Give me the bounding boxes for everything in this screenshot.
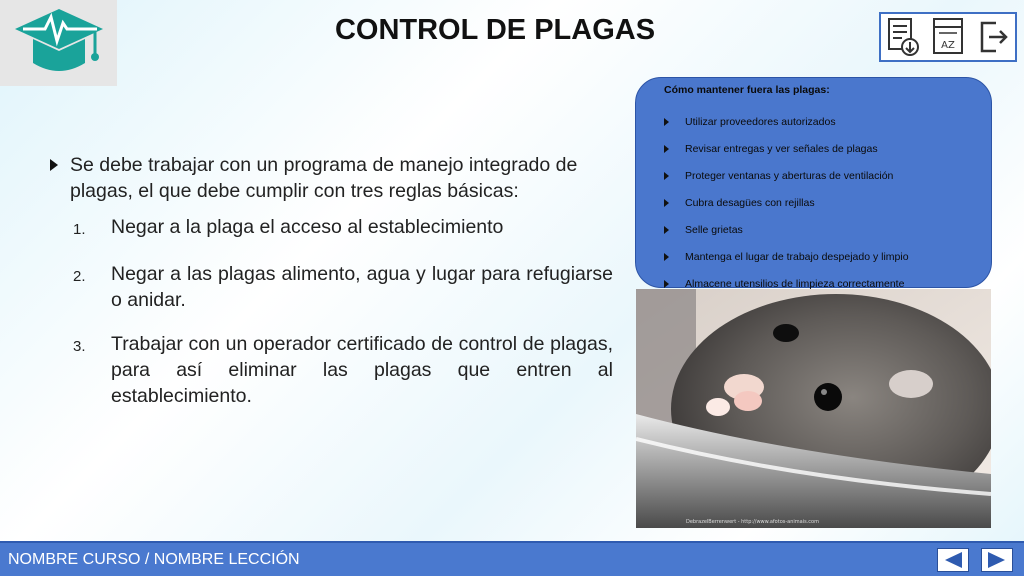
tip-text: Revisar entregas y ver señales de plagas [685, 142, 878, 155]
graduation-cap-heartbeat-icon [11, 5, 107, 81]
tips-panel-title: Cómo mantener fuera las plagas: [664, 84, 830, 96]
tip-text: Mantenga el lugar de trabajo despejado y limpio [685, 250, 909, 263]
logo [0, 0, 117, 86]
main-content [50, 152, 613, 427]
page-title: CONTROL DE PLAGAS [334, 14, 656, 46]
tip-text: Selle grietas [685, 223, 743, 236]
footer-bar [0, 541, 1024, 576]
rule-number: 2. [73, 268, 86, 285]
bullet-arrow-icon [664, 280, 669, 288]
rule-number: 1. [73, 221, 86, 238]
tip-text: Almacene utensilios de limpieza correctamente [685, 277, 905, 290]
intro-bullet [50, 152, 613, 204]
next-arrow-icon [986, 551, 1008, 569]
bullet-arrow-icon [664, 118, 669, 126]
next-button[interactable] [981, 548, 1013, 572]
download-document-button[interactable] [885, 17, 921, 57]
tip-item [664, 189, 991, 216]
bullet-arrow-icon [664, 226, 669, 234]
tip-item [664, 216, 991, 243]
rule-text: Negar a la plaga el acceso al establecimiento [111, 216, 504, 238]
exit-button[interactable] [975, 17, 1011, 57]
rules-list [50, 214, 613, 409]
rule-item [50, 331, 613, 409]
rule-text: Negar a las plagas alimento, agua y lugar para refugiarse o anidar. [111, 263, 613, 311]
previous-arrow-icon [942, 551, 964, 569]
tip-text: Cubra desagües con rejillas [685, 196, 815, 209]
rule-item [50, 261, 613, 313]
previous-button[interactable] [937, 548, 969, 572]
rule-text: Trabajar con un operador certificado de control de plagas, para así eliminar las plagas que entren al establecimiento. [111, 333, 613, 407]
glossary-az-icon [931, 17, 965, 57]
top-toolbar [879, 12, 1017, 62]
tip-item [664, 162, 991, 189]
document-download-icon [886, 17, 920, 57]
rule-number: 3. [73, 338, 86, 355]
bullet-arrow-icon [664, 253, 669, 261]
bullet-arrow-icon [664, 145, 669, 153]
tips-panel [635, 77, 992, 288]
bullet-arrow-icon [50, 159, 58, 171]
bullet-arrow-icon [664, 172, 669, 180]
photo-watermark: DebrazelBerrenwert - http://www.afotos-animais.com [686, 519, 819, 525]
tip-text: Proteger ventanas y aberturas de ventilación [685, 169, 894, 182]
glossary-button[interactable] [930, 17, 966, 57]
svg-text:AZ: AZ [941, 40, 955, 51]
hamster-photo [636, 289, 991, 528]
bullet-arrow-icon [664, 199, 669, 207]
intro-text: Se debe trabajar con un programa de manejo integrado de plagas, el que debe cumplir con tres reglas básicas: [70, 154, 578, 202]
exit-icon [976, 17, 1010, 57]
tip-text: Utilizar proveedores autorizados [685, 115, 836, 128]
rule-item [50, 214, 613, 243]
course-lesson-label: NOMBRE CURSO / NOMBRE LECCIÓN [8, 551, 300, 568]
tip-item [664, 108, 991, 135]
tip-item [664, 243, 991, 270]
tip-item [664, 135, 991, 162]
